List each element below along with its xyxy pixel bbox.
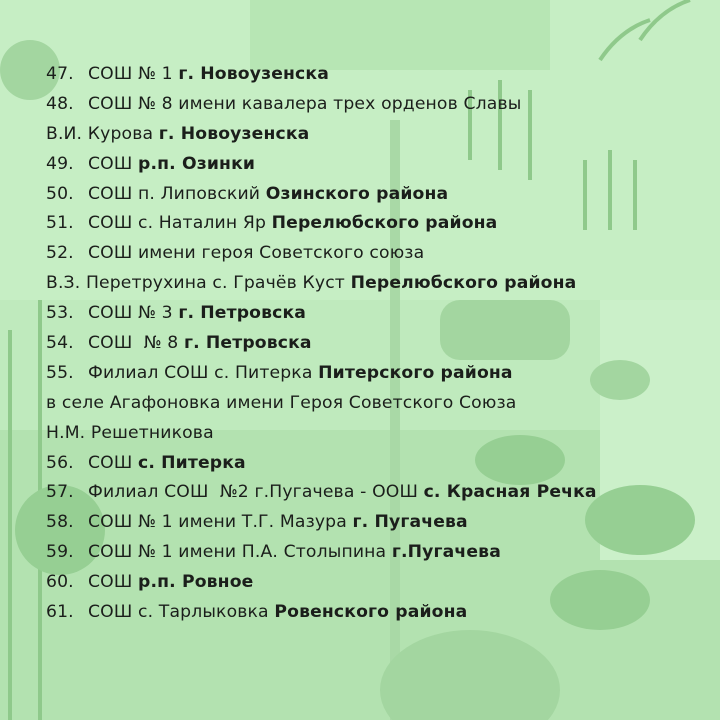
school-text: в селе Агафоновка имени Героя Советского Союза bbox=[46, 392, 517, 413]
location-text: Ровенского района bbox=[274, 602, 468, 623]
list-item-line bbox=[46, 329, 706, 359]
school-text: СОШ bbox=[88, 452, 138, 473]
school-text: СОШ с. Тарлыковка bbox=[88, 602, 275, 623]
school-text: СОШ имени героя Советского союза bbox=[88, 243, 425, 264]
list-item-line bbox=[46, 60, 706, 90]
school-text: В.И. Курова bbox=[46, 123, 159, 144]
list-item-line bbox=[46, 449, 706, 479]
item-number: 57. bbox=[46, 482, 74, 503]
location-text: Перелюбского района bbox=[350, 273, 577, 294]
list-item-line bbox=[46, 389, 706, 419]
school-text: СОШ № 8 имени кавалера трех орденов Славы bbox=[88, 93, 522, 114]
school-text: Н.М. Решетникова bbox=[46, 422, 214, 443]
list-item bbox=[46, 508, 706, 538]
list-item-line bbox=[46, 478, 706, 508]
school-text: СОШ № 3 bbox=[88, 303, 179, 324]
list-item bbox=[46, 299, 706, 329]
list-item bbox=[46, 209, 706, 239]
school-text: СОШ № 1 имени Т.Г. Мазура bbox=[88, 512, 353, 533]
item-number: 61. bbox=[46, 602, 74, 623]
location-text: Питерского района bbox=[318, 362, 513, 383]
location-text: Перелюбского района bbox=[271, 213, 498, 234]
list-item-line bbox=[46, 120, 706, 150]
list-item-line bbox=[46, 598, 706, 628]
list-item bbox=[46, 449, 706, 479]
list-item-line bbox=[46, 90, 706, 120]
list-item bbox=[46, 90, 706, 150]
item-number: 48. bbox=[46, 93, 74, 114]
list-item-line bbox=[46, 299, 706, 329]
location-text: г. Новоузенска bbox=[178, 64, 329, 84]
school-text: Филиал СОШ с. Питерка bbox=[88, 362, 319, 383]
item-number: 50. bbox=[46, 183, 74, 204]
item-number: 52. bbox=[46, 243, 74, 264]
location-text: р.п. Ровное bbox=[137, 572, 254, 593]
location-text: г. Петровска bbox=[183, 333, 312, 354]
list-item bbox=[46, 568, 706, 598]
list-item-line bbox=[46, 359, 706, 389]
list-item bbox=[46, 538, 706, 568]
location-text: р.п. Озинки bbox=[137, 153, 256, 174]
list-item bbox=[46, 329, 706, 359]
list-item bbox=[46, 478, 706, 508]
location-text: г. Петровска bbox=[178, 303, 307, 324]
school-text: В.З. Перетрухина с. Грачёв Куст bbox=[46, 273, 351, 294]
school-text: СОШ с. Наталин Яр bbox=[88, 213, 272, 234]
school-text: СОШ № 1 имени П.А. Столыпина bbox=[88, 542, 392, 563]
location-text: г. Новоузенска bbox=[158, 123, 310, 144]
item-number: 51. bbox=[46, 213, 74, 234]
school-text: Филиал СОШ №2 г.Пугачева - ООШ bbox=[88, 482, 424, 503]
list-item bbox=[46, 180, 706, 210]
location-text: г. Пугачева bbox=[352, 512, 468, 533]
list-item-line bbox=[46, 150, 706, 180]
item-number: 56. bbox=[46, 452, 74, 473]
list-item-line bbox=[46, 538, 706, 568]
item-number: 59. bbox=[46, 542, 74, 563]
location-text: с. Питерка bbox=[137, 452, 246, 473]
location-text: Озинского района bbox=[265, 183, 449, 204]
list-item-line bbox=[46, 419, 706, 449]
list-item-line bbox=[46, 269, 706, 299]
school-text: СОШ bbox=[88, 572, 138, 593]
list-item bbox=[46, 239, 706, 299]
list-item-line bbox=[46, 209, 706, 239]
list-item-line bbox=[46, 568, 706, 598]
school-text: СОШ bbox=[88, 153, 138, 174]
school-text: СОШ № 8 bbox=[88, 333, 184, 354]
list-item-line bbox=[46, 508, 706, 538]
list-item bbox=[46, 598, 706, 628]
list-item bbox=[46, 359, 706, 449]
school-text: СОШ № 1 bbox=[88, 64, 179, 84]
school-list bbox=[46, 60, 706, 628]
list-item-line bbox=[46, 180, 706, 210]
location-text: г.Пугачева bbox=[391, 542, 501, 563]
item-number: 54. bbox=[46, 333, 74, 354]
list-item bbox=[46, 60, 706, 90]
school-text: СОШ п. Липовский bbox=[88, 183, 266, 204]
item-number: 53. bbox=[46, 303, 74, 324]
item-number: 55. bbox=[46, 362, 74, 383]
item-number: 60. bbox=[46, 572, 74, 593]
location-text: с. Красная Речка bbox=[423, 482, 597, 503]
item-number: 47. bbox=[46, 64, 74, 84]
item-number: 49. bbox=[46, 153, 74, 174]
item-number: 58. bbox=[46, 512, 74, 533]
list-item-line bbox=[46, 239, 706, 269]
list-item bbox=[46, 150, 706, 180]
